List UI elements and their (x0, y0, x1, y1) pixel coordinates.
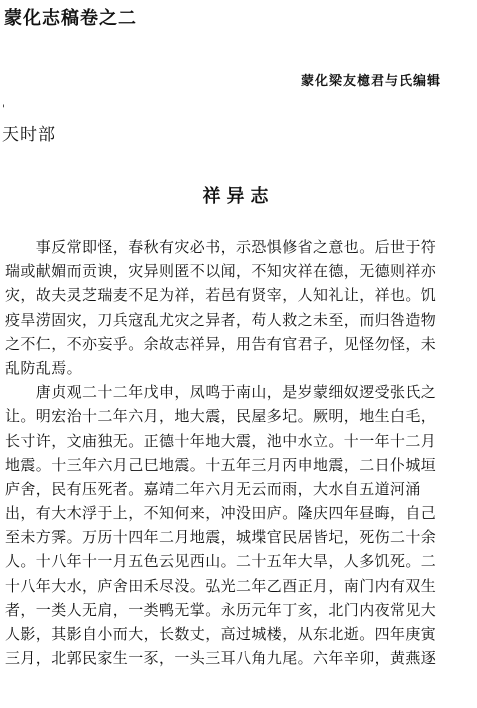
text-line: 人。十八年十一月五色云见西山。二十五年大旱，人多饥死。二 (5, 552, 437, 571)
text-line: 让。明宏治十二年六月，地大震，民屋多圮。厥明，地生白毛， (5, 407, 437, 426)
editor-credit: 蒙化梁友檍君与氏编辑 (300, 74, 441, 89)
text-line: 地震。十三年六月己巳地震。十五年三月丙申地震，二日仆城垣 (5, 455, 437, 474)
body-text (5, 235, 471, 670)
text-line: 出，有大木浮于上，不知何来，冲没田庐。隆庆四年昼晦，自己 (5, 504, 437, 523)
text-line: 者，一类人无肩，一类鸭无掌。永历元年丁亥，北门内夜常见大 (5, 600, 437, 619)
text-line: 三月，北郭民家生一豕，一头三耳八角九尾。六年辛卯，黄燕逐 (5, 649, 437, 668)
text-line: 人影，其影自小而大，长数丈，高过城楼，从东北逝。四年庚寅 (5, 625, 437, 643)
chapter-title: 祥异志 (202, 186, 275, 207)
section-heading: 天时部 (2, 125, 56, 145)
scan-mark: ' (2, 104, 5, 115)
text-line: 长寸许，文庙独无。正德十年地大震，池中水立。十一年十二月 (5, 431, 437, 450)
text-line: 灾，故夫灵芝瑞麦不足为祥，若邑有贤宰，人知礼让，祥也。饥 (5, 286, 437, 305)
text-line: 之不仁，不亦妄乎。余故志祥异，用告有官君子，见怪勿怪，未 (5, 334, 437, 353)
text-line: 唐贞观二十二年戊申，凤鸣于南山，是岁蒙细奴逻受张氏之 (5, 383, 437, 402)
text-line: 至未方霁。万历十四年二月地震，城堞官民居皆圮，死伤二十余 (5, 528, 437, 547)
text-line: 十八年大水，庐舍田禾尽没。弘光二年乙酉正月，南门内有双生 (5, 576, 437, 595)
text-line: 事反常即怪，春秋有灾必书，示恐惧修省之意也。后世于符 (5, 238, 437, 256)
text-line: 疫旱涝固灾，刀兵寇乱尤灾之异者，苟人救之未至，而归咎造物 (5, 310, 437, 329)
book-title: 蒙化志稿卷之二 (4, 8, 137, 29)
text-line: 庐舍，民有压死者。嘉靖二年六月无云而雨，大水自五道河涌 (5, 479, 421, 498)
text-line: 瑞或献媚而贡谀，灾异则匿不以闻，不知灾祥在德，无德则祥亦 (5, 262, 437, 281)
text-line: 乱防乱焉。 (5, 358, 83, 377)
